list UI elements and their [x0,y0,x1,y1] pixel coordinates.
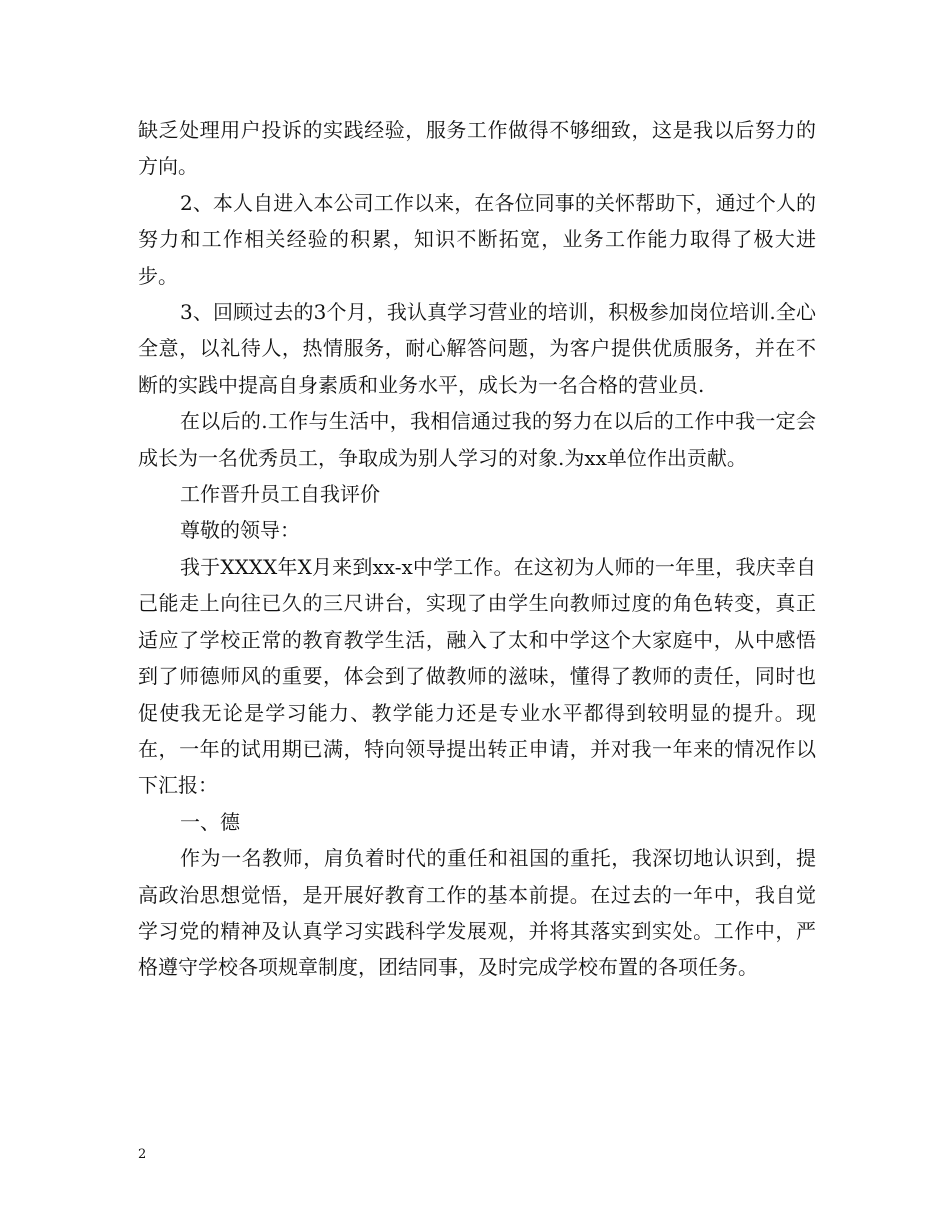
page-number: 2 [138,1147,147,1162]
paragraph-1: 缺乏处理用户投诉的实践经验，服务工作做得不够细致，这是我以后努力的方向。 [138,118,816,179]
document-body [138,112,816,986]
salutation: 尊敬的领导： [180,518,300,543]
paragraph-3: 3、回顾过去的3个月，我认真学习营业的培训，积极参加岗位培训.全心全意，以礼待人，热情服务，耐心解答问题，为客户提供优质服务，并在不断的实践中提高自身素质和业务水平，成长为一名合格的营业员. [138,300,816,397]
section-heading-virtue: 一、德 [180,809,240,834]
section-title: 工作晋升员工自我评价 [180,482,380,507]
paragraph-5: 我于XXXX年X月来到xx-x中学工作。在这初为人师的一年里，我庆幸自己能走上向往已久的三尺讲台，实现了由学生向教师过度的角色转变，真正适应了学校正常的教育教学生活，融入了太和中学这个大家庭中，从中感悟到了师德师风的重要，体会到了做教师的滋味，懂得了教师的责任，同时也促使我无论是学习能力、教学能力还是专业水平都得到较明显的提升。现在，一年的试用期已满，特向领导提出转正申请，并对我一年来的情况作以下汇报： [138,554,816,798]
paragraph-4: 在以后的.工作与生活中，我相信通过我的努力在以后的工作中我一定会成长为一名优秀员工，争取成为别人学习的对象.为xx单位作出贡献。 [138,409,816,470]
paragraph-2: 2、本人自进入本公司工作以来，在各位同事的关怀帮助下，通过个人的努力和工作相关经验的积累，知识不断拓宽，业务工作能力取得了极大进步。 [138,190,816,288]
paragraph-6: 作为一名教师，肩负着时代的重任和祖国的重托，我深切地认识到，提高政治思想觉悟，是开展好教育工作的基本前提。在过去的一年中，我自觉学习党的精神及认真学习实践科学发展观，并将其落实到实处。工作中，严格遵守学校各项规章制度，团结同事，及时完成学校布置的各项任务。 [138,846,816,980]
